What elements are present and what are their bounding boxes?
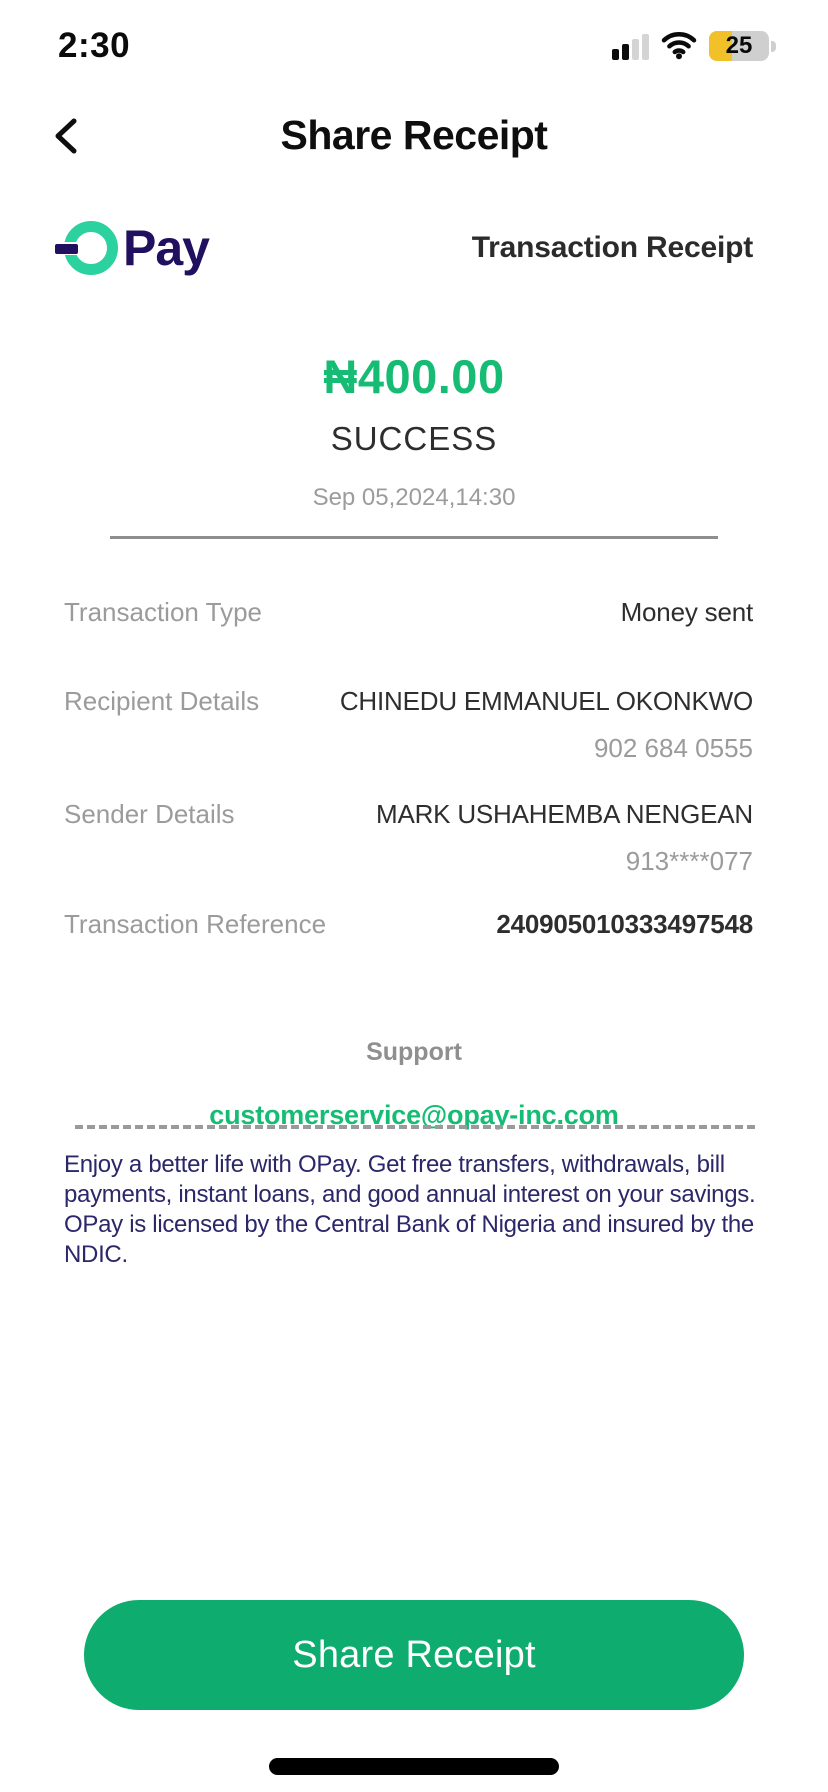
share-receipt-button[interactable]: Share Receipt bbox=[84, 1600, 744, 1710]
detail-row-sender bbox=[64, 799, 753, 877]
receipt-heading: Transaction Receipt bbox=[471, 231, 753, 264]
opay-logo-wordmark: Pay bbox=[123, 220, 209, 276]
detail-row-recipient bbox=[64, 686, 753, 764]
detail-row-transaction-type bbox=[64, 597, 753, 628]
detail-row-reference bbox=[64, 909, 753, 940]
opay-logo-icon bbox=[64, 221, 118, 275]
dashed-divider bbox=[75, 1125, 755, 1129]
footer-note: Enjoy a better life with OPay. Get free transfers, withdrawals, bill payments, instant loans, and good annual interest on your savings. OPay is licensed by the Central Bank of Nigeria and insured by the NDIC. bbox=[64, 1151, 756, 1268]
row-subvalue: 902 684 0555 bbox=[593, 733, 753, 763]
support-section bbox=[0, 1038, 828, 1131]
battery-percent: 25 bbox=[725, 32, 753, 59]
transaction-status: SUCCESS bbox=[330, 420, 498, 457]
row-subvalue: 913****077 bbox=[625, 846, 753, 876]
wifi-icon bbox=[661, 32, 697, 60]
row-label: Recipient Details bbox=[64, 686, 260, 716]
back-chevron-icon bbox=[53, 116, 79, 156]
status-bar-clock: 2:30 bbox=[58, 26, 131, 65]
home-indicator[interactable] bbox=[269, 1758, 559, 1775]
row-label: Sender Details bbox=[64, 799, 235, 829]
cellular-signal-icon bbox=[612, 33, 649, 60]
receipt-brand-row bbox=[64, 219, 753, 277]
support-email-link[interactable]: customerservice@opay-inc.com bbox=[209, 1100, 619, 1130]
row-label: Transaction Type bbox=[64, 597, 262, 627]
row-label: Transaction Reference bbox=[64, 909, 327, 939]
solid-divider bbox=[110, 536, 718, 539]
row-value: MARK USHAHEMBA NENGEAN bbox=[375, 799, 753, 829]
back-button[interactable] bbox=[42, 114, 90, 158]
status-bar bbox=[0, 24, 828, 68]
opay-logo bbox=[64, 219, 209, 277]
support-label: Support bbox=[366, 1038, 462, 1066]
page-title: Share Receipt bbox=[280, 111, 548, 158]
row-value: 240905010333497548 bbox=[496, 909, 753, 939]
transaction-amount: ₦400.00 bbox=[323, 350, 505, 403]
transaction-datetime: Sep 05,2024,14:30 bbox=[312, 484, 516, 511]
nav-bar bbox=[0, 108, 828, 162]
row-value: CHINEDU EMMANUEL OKONKWO bbox=[339, 686, 753, 716]
battery-icon bbox=[709, 31, 776, 61]
status-bar-icons bbox=[612, 31, 776, 61]
row-value: Money sent bbox=[620, 597, 753, 627]
